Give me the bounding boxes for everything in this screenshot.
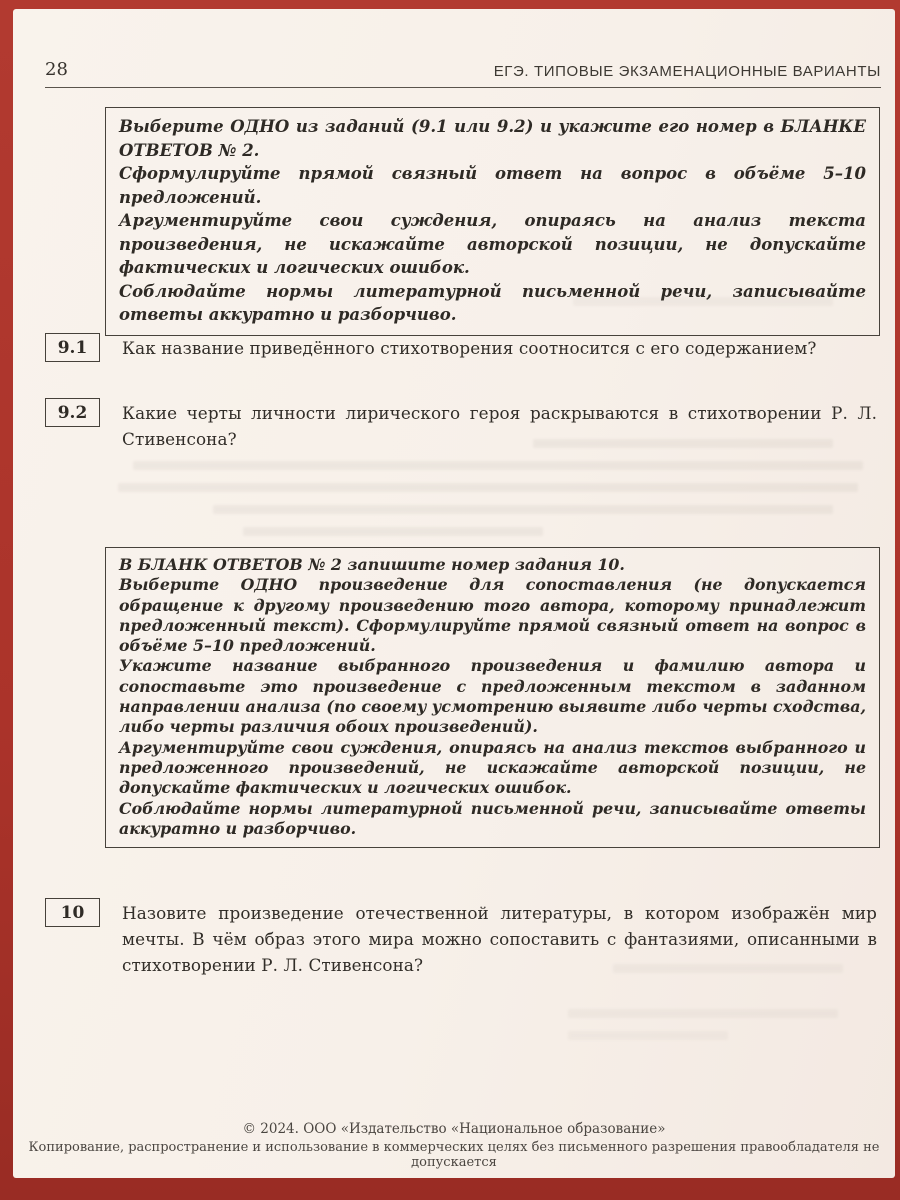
instruction-paragraph: В БЛАНК ОТВЕТОВ № 2 запишите номер задания 10. <box>119 555 625 574</box>
task-9-2 <box>45 400 877 452</box>
instruction-paragraph: Аргументируйте свои суждения, опираясь на анализ текста произведения, не искажайте авторской позиции, не допускайте фактических и логических ошибок. <box>119 211 866 277</box>
scan-bleed-artifact <box>213 505 833 514</box>
page-number: 28 <box>45 59 68 80</box>
task-number-box <box>45 333 100 362</box>
scan-bleed-artifact <box>568 1031 728 1040</box>
task-number: 10 <box>60 902 85 923</box>
instruction-paragraph: Соблюдайте нормы литературной письменной речи, записывайте ответы аккуратно и разборчиво. <box>119 281 866 324</box>
copyright-notice: Копирование, распространение и использование в коммерческих целях без письменного разрешения правообладателя не допускается <box>28 1140 880 1170</box>
task-9-1 <box>45 335 877 361</box>
task-number: 9.1 <box>57 337 88 358</box>
instruction-box-9 <box>105 107 880 336</box>
instruction-paragraph: Соблюдайте нормы литературной письменной речи, записывайте ответы аккуратно и разборчиво. <box>119 798 866 838</box>
instruction-paragraph: Выберите ОДНО произведение для сопоставления (не допускается обращение к другому произведению того автора, которому принадлежит предложенный текст). Сформулируйте прямой связный ответ на вопрос в объёме 5–10 предложений. <box>119 575 866 656</box>
copyright-line: © 2024. ООО «Издательство «Национальное образование» <box>242 1121 666 1137</box>
instruction-box-10 <box>105 547 880 848</box>
scan-bleed-artifact <box>133 461 863 470</box>
scan-bleed-artifact <box>568 1009 838 1018</box>
task-question: Назовите произведение отечественной литературы, в котором изображён мир мечты. В чём образ этого мира можно сопоставить с фантазиями, описанными в стихотворении Р. Л. Стивенсона? <box>122 903 877 975</box>
task-number: 9.2 <box>57 402 88 423</box>
task-question: Как название приведённого стихотворения соотносится с его содержанием? <box>122 338 817 358</box>
page-footer <box>13 1121 895 1170</box>
instruction-paragraph: Укажите название выбранного произведения и фамилию автора и сопоставьте это произведение с предложенным текстом в заданном направлении анализа (по своему усмотрению выявите либо черты сходства, либо черты различия обоих произведений). <box>119 656 866 737</box>
page-paper <box>13 9 895 1178</box>
task-number-box <box>45 398 100 427</box>
instruction-paragraph: Выберите ОДНО из заданий (9.1 или 9.2) и укажите его номер в БЛАНКЕ ОТВЕТОВ № 2. <box>119 117 866 160</box>
scan-bleed-artifact <box>243 527 543 536</box>
header-title: ЕГЭ. ТИПОВЫЕ ЭКЗАМЕНАЦИОННЫЕ ВАРИАНТЫ <box>493 63 881 80</box>
task-10 <box>45 900 877 978</box>
task-number-box <box>45 898 100 927</box>
instruction-paragraph: Аргументируйте свои суждения, опираясь на анализ текстов выбранного и предложенного произведений, не искажайте авторской позиции, не допускайте фактических и логических ошибок. <box>119 737 866 798</box>
instruction-paragraph: Сформулируйте прямой связный ответ на вопрос в объёме 5–10 предложений. <box>119 164 866 207</box>
task-question: Какие черты личности лирического героя раскрываются в стихотворении Р. Л. Стивенсона? <box>122 403 877 449</box>
page-header <box>45 59 881 88</box>
scan-bleed-artifact <box>118 483 858 492</box>
